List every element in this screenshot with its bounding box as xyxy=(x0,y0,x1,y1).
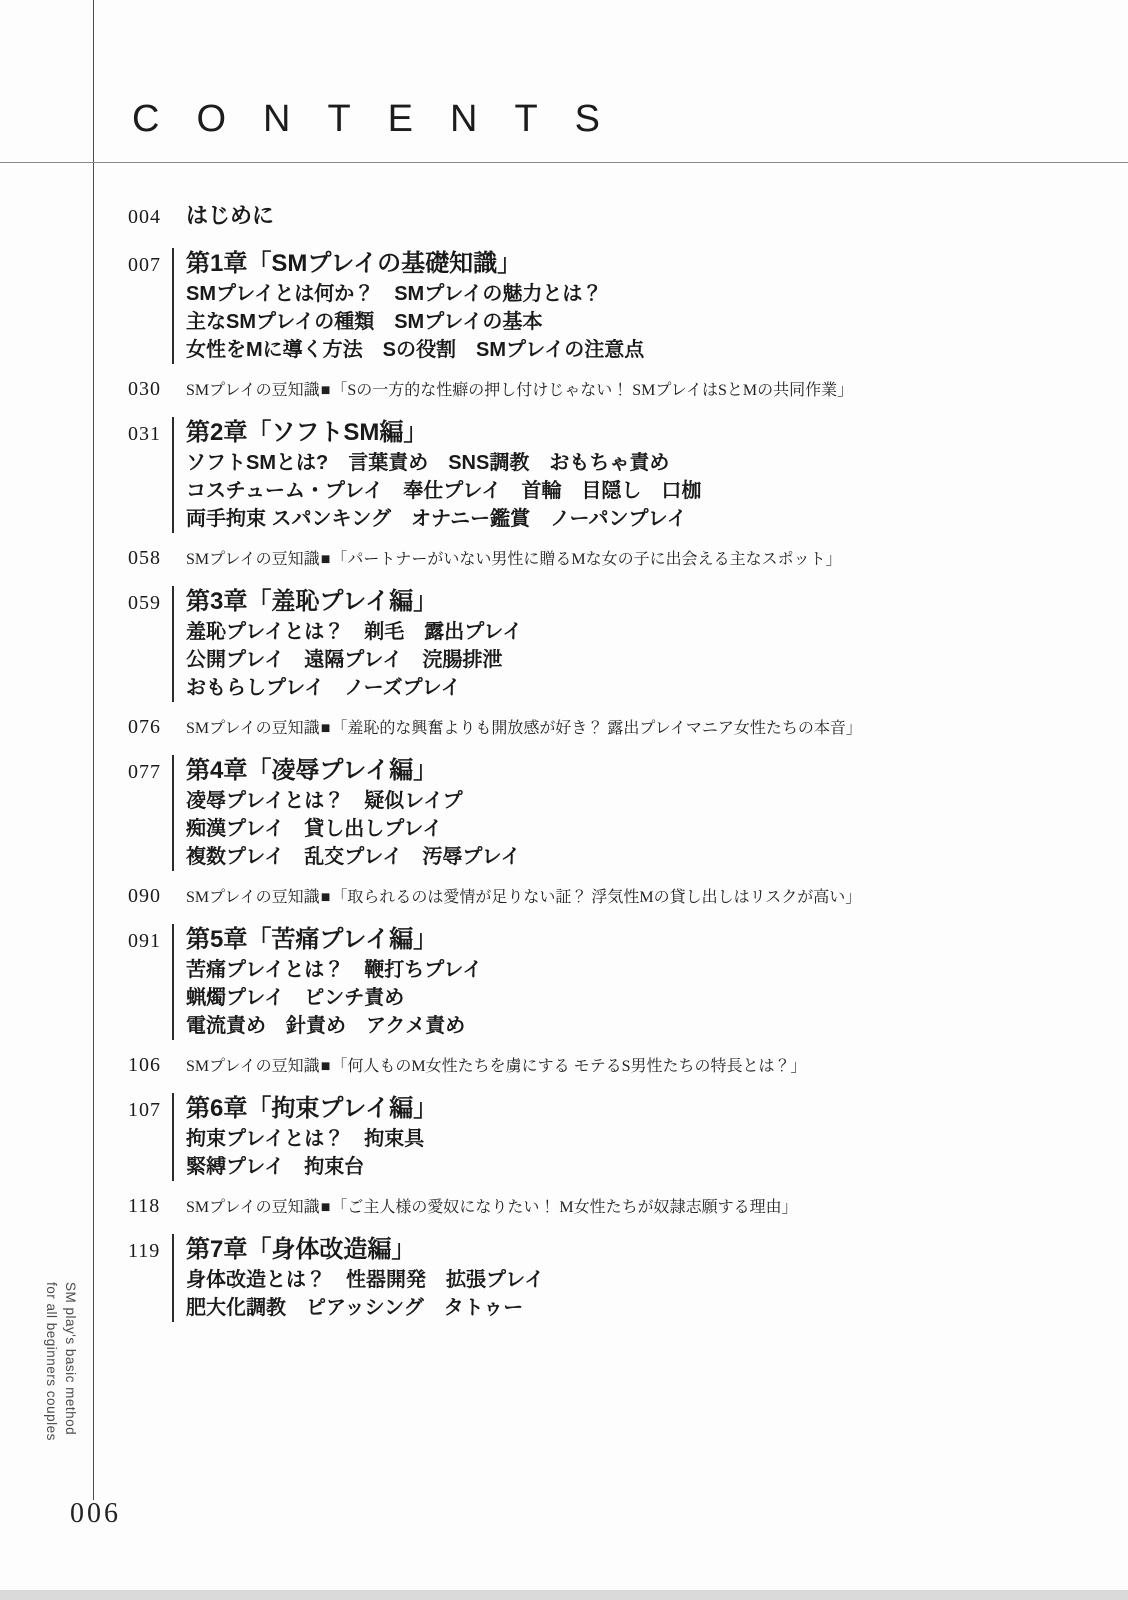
trivia-line xyxy=(186,548,842,572)
page-ref: 031 xyxy=(128,423,161,445)
toc-entry-trivia xyxy=(128,1054,1068,1079)
toc-entry-chapter-1 xyxy=(128,248,1068,364)
chapter-topics-line: SMプレイとは何か？ SMプレイの魅力とは？ xyxy=(186,283,603,305)
page-number: 006 xyxy=(70,1498,121,1529)
page-ref: 106 xyxy=(128,1054,161,1076)
page-ref: 058 xyxy=(128,547,161,569)
page-ref: 030 xyxy=(128,378,161,400)
book-subtitle-vertical xyxy=(42,1282,80,1482)
chapter-body xyxy=(172,248,644,364)
trivia-quote: 「羞恥的な興奮よりも開放感が好き？ 露出プレイマニア女性たちの本音」 xyxy=(331,720,862,737)
chapter-body xyxy=(172,755,521,871)
toc-entry-trivia xyxy=(128,1195,1068,1220)
page-ref: 119 xyxy=(128,1240,161,1262)
trivia-line xyxy=(186,886,861,910)
chapter-title: 第2章「ソフトSM編」 xyxy=(186,419,428,446)
black-square-icon: ■ xyxy=(320,551,331,568)
chapter-topics-line: ソフトSMとは? 言葉責め SNS調教 おもちゃ責め xyxy=(186,452,670,474)
trivia-quote: 「ご主人様の愛奴になりたい！ M女性たちが奴隷志願する理由」 xyxy=(331,1199,798,1216)
page-title: CONTENTS xyxy=(132,98,637,140)
trivia-line xyxy=(186,1055,807,1079)
page-bottom-edge xyxy=(0,1590,1128,1600)
chapter-topics-line: 身体改造とは？ 性器開発 拡張プレイ xyxy=(186,1269,545,1291)
black-square-icon: ■ xyxy=(320,720,331,737)
chapter-title: 第3章「羞恥プレイ編」 xyxy=(186,588,438,615)
chapter-topics-line: 両手拘束 スパンキング オナニー鑑賞 ノーパンプレイ xyxy=(186,508,687,530)
toc-entry-trivia xyxy=(128,716,1068,741)
page-ref: 007 xyxy=(128,254,161,276)
chapter-topics-line: 痴漢プレイ 貸し出しプレイ xyxy=(186,818,443,840)
chapter-topics-line: おもらしプレイ ノーズプレイ xyxy=(186,677,461,699)
page-ref: 118 xyxy=(128,1195,161,1217)
trivia-quote: 「何人ものM女性たちを虜にする モテるS男性たちの特長とは？」 xyxy=(331,1058,807,1075)
book-subtitle-line: for all beginners couples xyxy=(44,1282,59,1441)
black-square-icon: ■ xyxy=(320,1199,331,1216)
book-subtitle-line: SM play's basic method xyxy=(63,1282,78,1436)
chapter-topics-line: 公開プレイ 遠隔プレイ 浣腸排泄 xyxy=(186,649,503,671)
toc-entry-trivia xyxy=(128,378,1068,403)
trivia-quote: 「取られるのは愛情が足りない証？ 浮気性Mの貸し出しはリスクが高い」 xyxy=(331,889,862,906)
toc-entry-chapter-4 xyxy=(128,755,1068,871)
chapter-topics-line: 複数プレイ 乱交プレイ 汚辱プレイ xyxy=(186,846,521,868)
trivia-label: SMプレイの豆知識 xyxy=(186,720,320,737)
page-ref: 077 xyxy=(128,761,161,783)
black-square-icon: ■ xyxy=(320,1058,331,1075)
toc-entry-chapter-3 xyxy=(128,586,1068,702)
chapter-title: 第7章「身体改造編」 xyxy=(186,1236,416,1263)
page-ref: 004 xyxy=(128,206,161,228)
page-ref: 091 xyxy=(128,930,161,952)
page-ref: 107 xyxy=(128,1099,161,1121)
trivia-quote: 「パートナーがいない男性に贈るMな女の子に出会える主なスポット」 xyxy=(331,551,842,568)
toc-entry-chapter-7 xyxy=(128,1234,1068,1322)
toc-entry-chapter-2 xyxy=(128,417,1068,533)
toc-entry-trivia xyxy=(128,547,1068,572)
black-square-icon: ■ xyxy=(320,889,331,906)
trivia-label: SMプレイの豆知識 xyxy=(186,382,320,399)
toc-entry-intro xyxy=(128,202,1068,230)
chapter-body xyxy=(172,924,482,1040)
chapter-title: 第6章「拘束プレイ編」 xyxy=(186,1095,438,1122)
chapter-topics-line: 緊縛プレイ 拘束台 xyxy=(186,1156,365,1178)
toc-entry-chapter-6 xyxy=(128,1093,1068,1181)
chapter-body xyxy=(172,586,522,702)
trivia-label: SMプレイの豆知識 xyxy=(186,1199,320,1216)
trivia-line xyxy=(186,1196,798,1220)
chapter-body xyxy=(172,1234,544,1322)
chapter-title: 第4章「凌辱プレイ編」 xyxy=(186,757,438,784)
trivia-quote: 「Sの一方的な性癖の押し付けじゃない！ SMプレイはSとMの共同作業」 xyxy=(331,382,854,399)
trivia-label: SMプレイの豆知識 xyxy=(186,1058,320,1075)
chapter-topics-line: 凌辱プレイとは？ 疑似レイプ xyxy=(186,790,463,812)
toc-entry-chapter-5 xyxy=(128,924,1068,1040)
chapter-topics-line: 羞恥プレイとは？ 剃毛 露出プレイ xyxy=(186,621,523,643)
chapter-topics-line: 拘束プレイとは？ 拘束具 xyxy=(186,1128,425,1150)
chapter-topics-line: コスチューム・プレイ 奉仕プレイ 首輪 目隠し 口枷 xyxy=(186,480,702,502)
chapter-topics-line: 肥大化調教 ピアッシング タトゥー xyxy=(186,1297,524,1319)
trivia-line xyxy=(186,717,862,741)
chapter-topics-line: 主なSMプレイの種類 SMプレイの基本 xyxy=(186,311,543,333)
chapter-topics-line: 女性をMに導く方法 Sの役割 SMプレイの注意点 xyxy=(186,339,645,361)
page-ref: 076 xyxy=(128,716,161,738)
black-square-icon: ■ xyxy=(320,382,331,399)
chapter-topics-line: 苦痛プレイとは？ 鞭打ちプレイ xyxy=(186,959,483,981)
page-ref: 090 xyxy=(128,885,161,907)
entry-title: はじめに xyxy=(186,203,275,228)
header-horizontal-rule xyxy=(0,162,1128,163)
trivia-label: SMプレイの豆知識 xyxy=(186,551,320,568)
chapter-body xyxy=(172,417,701,533)
page-ref: 059 xyxy=(128,592,161,614)
toc-entry-trivia xyxy=(128,885,1068,910)
chapter-topics-line: 電流責め 針責め アクメ責め xyxy=(186,1015,466,1037)
trivia-line xyxy=(186,379,853,403)
left-vertical-rule xyxy=(93,0,94,1500)
trivia-label: SMプレイの豆知識 xyxy=(186,889,320,906)
chapter-title: 第5章「苦痛プレイ編」 xyxy=(186,926,438,953)
chapter-body xyxy=(172,1093,437,1181)
chapter-title: 第1章「SMプレイの基礎知識」 xyxy=(186,250,522,277)
chapter-topics-line: 蝋燭プレイ ピンチ責め xyxy=(186,987,405,1009)
table-of-contents xyxy=(128,202,1068,1336)
